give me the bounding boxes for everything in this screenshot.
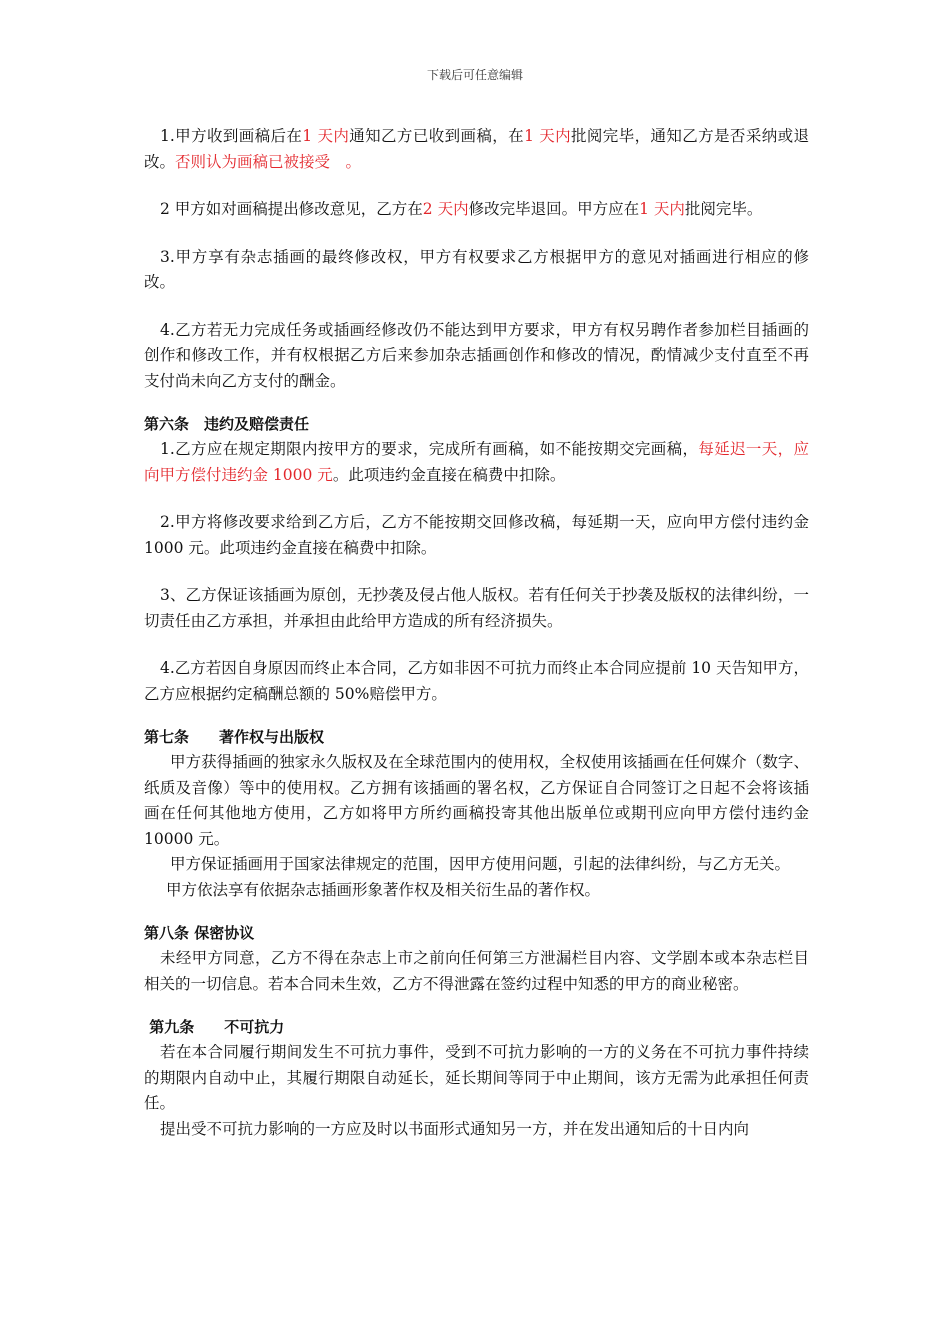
highlight-span: 否则认为画稿已被接受 。 <box>175 152 362 171</box>
section-6-paragraph-3: 3、乙方保证该插画为原创，无抄袭及侵占他人版权。若有任何关于抄袭及版权的法律纠纷，一切责任由乙方承担，并承担由此给甲方造成的所有经济损失。 <box>144 586 809 630</box>
text-span: 批阅完毕。 <box>684 200 763 218</box>
section-6-heading: 第六条 违约及赔偿责任 <box>144 415 310 433</box>
section-9-paragraph-1: 若在本合同履行期间发生不可抗力事件，受到不可抗力影响的一方的义务在不可抗力事件持续的期限内自动中止，其履行期限自动延长，延长期间等同于中止期间，该方无需为此承担任何责任。 <box>144 1043 809 1112</box>
highlight-span: 1 天内 <box>639 200 685 218</box>
clause-item-2 <box>144 197 809 223</box>
section-7-heading: 第七条 著作权与出版权 <box>144 728 325 746</box>
clause-item-4: 4.乙方若无力完成任务或插画经修改仍不能达到甲方要求，甲方有权另聘作者参加栏目插画的创作和修改工作，并有权根据乙方后来参加杂志插画创作和修改的情况，酌情减少支付直至不再支付尚未向乙方支付的酬金。 <box>144 320 809 390</box>
section-9-paragraph-2: 提出受不可抗力影响的一方应及时以书面形式通知另一方，并在发出通知后的十日内向 <box>160 1119 750 1138</box>
section-7-paragraph-2: 甲方保证插画用于国家法律规定的范围，因甲方使用问题，引起的法律纠纷，与乙方无关。 <box>170 855 791 873</box>
section-7-paragraph-1: 甲方获得插画的独家永久版权及在全球范围内的使用权，全权使用该插画在任何媒介（数字、纸质及音像）等中的使用权。乙方拥有该插画的署名权，乙方保证自合同签订之日起不会将该插画在任何其他地方使用，乙方如将甲方所约画稿投寄其他出版单位或期刊应向甲方偿付违约金 10000 元。 <box>144 753 809 848</box>
clause-item-1 <box>144 124 809 175</box>
text-span: 修改完毕退回。甲方应在 <box>468 200 640 218</box>
section-6-paragraph-2: 2.甲方将修改要求给到乙方后，乙方不能按期交回修改稿，每延期一天，应向甲方偿付违约金 1000 元。此项违约金直接在稿费中扣除。 <box>144 513 809 557</box>
page-header-note: 下载后可任意编辑 <box>426 68 523 82</box>
text-span: 批阅完毕，通知乙方是否采纳或退改。 <box>144 127 809 171</box>
highlight-span: 1 天内 <box>524 127 572 145</box>
clause-item-3: 3.甲方享有杂志插画的最终修改权，甲方有权要求乙方根据甲方的意见对插画进行相应的修改。 <box>144 247 809 291</box>
text-span: 通知乙方已收到画稿，在 <box>349 127 525 145</box>
text-span: 2 甲方如对画稿提出修改意见，乙方在 <box>160 200 423 218</box>
section-6-paragraph-1 <box>144 437 809 488</box>
highlight-span: 2 天内 <box>422 200 469 218</box>
section-7-paragraph-3: 甲方依法享有依据杂志插画形象著作权及相关衍生品的著作权。 <box>166 880 601 899</box>
section-9-heading: 第九条 不可抗力 <box>144 1018 285 1036</box>
section-6-paragraph-4: 4.乙方若因自身原因而终止本合同，乙方如非因不可抗力而终止本合同应提前 10 天告知甲方，乙方应根据约定稿酬总额的 50%赔偿甲方。 <box>144 659 809 703</box>
section-8-paragraph-1: 未经甲方同意，乙方不得在杂志上市之前向任何第三方泄漏栏目内容、文学剧本或本杂志栏目相关的一切信息。若本合同未生效，乙方不得泄露在签约过程中知悉的甲方的商业秘密。 <box>144 949 809 993</box>
text-span: 。此项违约金直接在稿费中扣除。 <box>332 465 566 484</box>
highlight-span: 每延迟一天，应向甲方偿付违约金 1000 元 <box>144 440 809 484</box>
text-span: 1.甲方收到画稿后在 <box>160 127 303 145</box>
section-8-heading: 第八条 保密协议 <box>144 924 255 942</box>
highlight-span: 1 天内 <box>302 127 350 145</box>
text-span: 1.乙方应在规定期限内按甲方的要求，完成所有画稿，如不能按期交完画稿， <box>160 440 699 458</box>
document-body <box>144 124 809 1142</box>
